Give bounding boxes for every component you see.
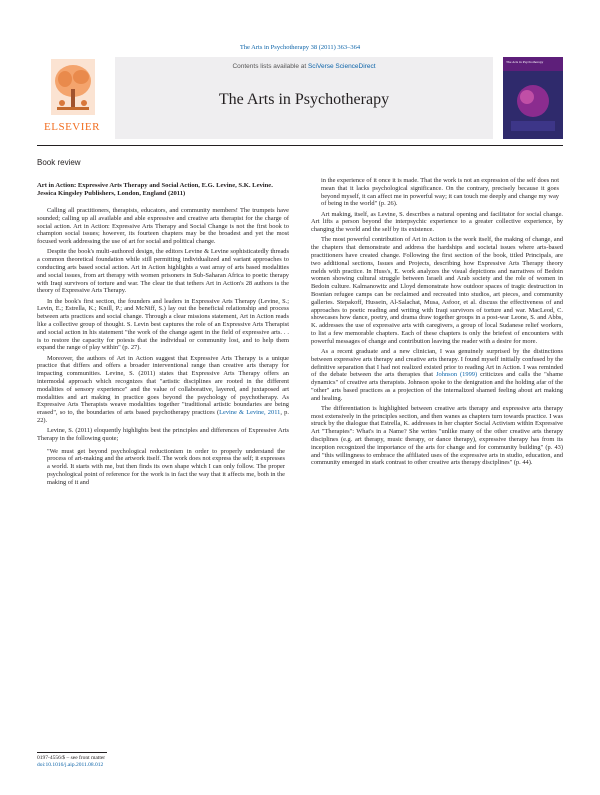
footnote: [37, 755, 105, 769]
issn-line: 0197-4556/$ – see front matter: [37, 755, 106, 761]
elsevier-tree-icon: [51, 59, 95, 115]
contents-prefix: Contents lists available at: [232, 63, 308, 70]
paragraph: [311, 348, 563, 403]
contents-availability: [115, 63, 493, 70]
paragraph: [37, 355, 289, 425]
citation-link[interactable]: Johnson (1999): [436, 371, 478, 379]
paragraph: In the book's first section, the founders and leaders in Expressive Arts Therapy (Levine, S.; Levin, E.; Estrella, K.; Knill, P.; and McNiff, S.) lay out the beneficial relationship and process between arts practices and social change. Through a clear missions statement, Art in Action reads like a collective group of thought. S. Levin best captures the role of an Expressive Arts Therapist and social action in his statement "the work of the change agent in the field of expressive arts. . . is to restore the capacity for poiesis that the individual or community lost, and to help them expand the range of play within" (p. 27).: [37, 297, 289, 352]
review-heading: Art in Action: Expressive Arts Therapy and Social Action, E.G. Levine, S.K. Levine. Jessica Kingsley Publishers, London, England (2011): [37, 182, 273, 197]
sciverse-link[interactable]: SciVerse ScienceDirect: [307, 63, 376, 70]
paragraph: Calling all practitioners, therapists, educators, and community members! The trumpets have sounded; calling up all available and able expressive and creative arts therapist for the charge of social action. Art in Action: Expressive Arts Therapy and Social Change is not the first book to champion social issues; however, its fourteen chapters may be the broadest and yet the most focused work addressing the use of art for social and political change.: [37, 207, 289, 246]
paragraph: The differentiation is highlighted between creative arts therapy and expressive arts therapy most extensively in the principles section, and then wanes as chapters turn towards practice. I was struck by the dialogue that Estrella, K. addresses in her chapter Social Activism within Expressive Art "Therapies": What's in a Name? She writes "unlike many of the other creative arts therapy disciplines (e.g. art therapy, music therapy, or dance therapy), expressive therapy has from its inception recognized the importance of the arts for change and for community building" (p. 43) and "this willingness to embrace the affiliated uses of the expressive arts in studio, education, and community emerged in stark contrast to other creative arts therapy disciplines" (p. 44).: [311, 404, 563, 467]
right-column: [311, 177, 563, 470]
paragraph: The most powerful contribution of Art in Action is the work itself, the making of change, and the chapters that demonstrate and address the hardships and societal issues where arts-based practitioners have created change. Following the first section of the book, titled Principals, are two additional sections, Issues and Projects, describing how Expressive Arts Therapy theory melds with practice. In Huss's, E. work analyzes the visual depictions and narratives of Bedoin women showing cultural struggle between Israeli and Arab society and the role of women in Bedoin culture. Kalmanowitz and Lloyd demonstrate how outdoor spaces of tragic destruction in Bosnian refugee camps can be reclaimed and recreated into studios, art pieces, and community galleries. Stepakoff, Hussein, Al-Salachat, Musa, Asfoor, et al. discuss the effectiveness of and approaches to poetic reading and writing with Iraqi survivors of torture and war. MacLeod, C. showcases how dance, poetry, and drama draw together groups in a post-war Leone, S. and Abbs, K. addresses the use of expressive arts with caregivers, a group of local Sudanese relief workers, to list a few memorable chapters. Each of these chapters is only the briefest of encounters with powerful messages of change and contribution leaving the reader with a desire for more.: [311, 236, 563, 345]
journal-title: The Arts in Psychotherapy: [218, 91, 390, 108]
cover-art-icon: [503, 71, 563, 139]
cover-title: The Arts in Psychotherapy: [506, 60, 544, 64]
header-rule: [37, 145, 563, 146]
paragraph: Art making, itself, as Levine, S. describes a natural opening and facilitator for social change. Art lifts a person beyond the interpsychic experience to a greater collective experience, by changing the world and the self by its existence.: [311, 210, 563, 234]
left-column: [37, 182, 289, 492]
paragraph-text: Moreover, the authors of Art in Action suggest that Expressive Arts Therapy is a unique practice that differs and offers a broader interventional range than creative arts therapy for impacting communities. Levine, S. (2011) states that Expressive Arts Therapy offers an intermodal approach which recognizes that "artistic disciplines are rooted in the different modalities of sensory experience" and the value of collaborative, layered, and juxtaposed art modalities and art making in practice goes beyond the psychology of psychotherapy. As Expressive Arts Therapists weave modalities together "traditional artistic boundaries are being erased", so to, the boundaries of arts based psychotherapy practices (: [37, 354, 289, 417]
journal-banner: [37, 57, 563, 139]
block-quote-continued: in the experience of it once it is made. That the work is not an expression of the self does not mean that it lacks psychological significance. On the contrary, precisely because it goes beyond myself, it can affect me in powerful way; it can touch me deeply and change my way of being in the world" (p. 26).: [321, 177, 559, 208]
paragraph: Levine, S. (2011) eloquently highlights best the principles and differences of Expressive Arts Therapy in the following quote;: [37, 427, 289, 442]
paragraph-text: , p. 22).: [37, 409, 289, 424]
citation-link[interactable]: Levine & Levine, 2011: [219, 409, 281, 417]
journal-cover-thumbnail[interactable]: [503, 57, 563, 139]
paragraph-text: criticizes and calls the "shame dynamics" of creative arts therapists. Johnson spoke to the denigration and the holding afar of the "other" arts based practices as a projection of the internalized shamed feeling about art making and healing.: [311, 371, 564, 402]
paragraph-text: As a recent graduate and a new clinician, I was genuinely surprised by the distinctions between expressive arts therapy and creative arts therapy. I found myself initially confused by the definitive separation that I had not realized existed prior to reading Art in Action. I was reminded of the debate between the arts therapies that: [311, 347, 563, 379]
journal-reference[interactable]: The Arts in Psychotherapy 38 (2011) 363–364: [239, 44, 361, 51]
paragraph: Despite the book's multi-authored design, the editors Levine & Levine sophisticatedly threads a common theoretical foundation while still permitting individualized and variant approaches to conducting arts based social action. Art in Action highlights a vast array of arts based modalities and social issues, from art therapy with women prisoners in Sub-Saharan Africa to poetic therapy with Iraqi survivors of torture and war. The clear tie that tethers Art in Action's 28 authors is the theory of Expressive Arts Therapy.: [37, 248, 289, 295]
publisher-name: ELSEVIER: [44, 121, 100, 133]
footnote-rule: [37, 752, 107, 753]
section-label: Book review: [37, 158, 81, 167]
block-quote: "We must get beyond psychological reductionism in order to properly understand the process of art-making and the artwork itself. The work does not express the self; it expresses a world. It starts with me, but then finds its own shape which I can only follow. The proper psychological point of reference for the work is in fact the way that it affects me, both in the making of it and: [47, 447, 285, 486]
journal-masthead: [115, 57, 493, 139]
elsevier-logo[interactable]: [37, 57, 107, 139]
doi-link[interactable]: doi:10.1016/j.aip.2011.08.012: [37, 762, 104, 768]
